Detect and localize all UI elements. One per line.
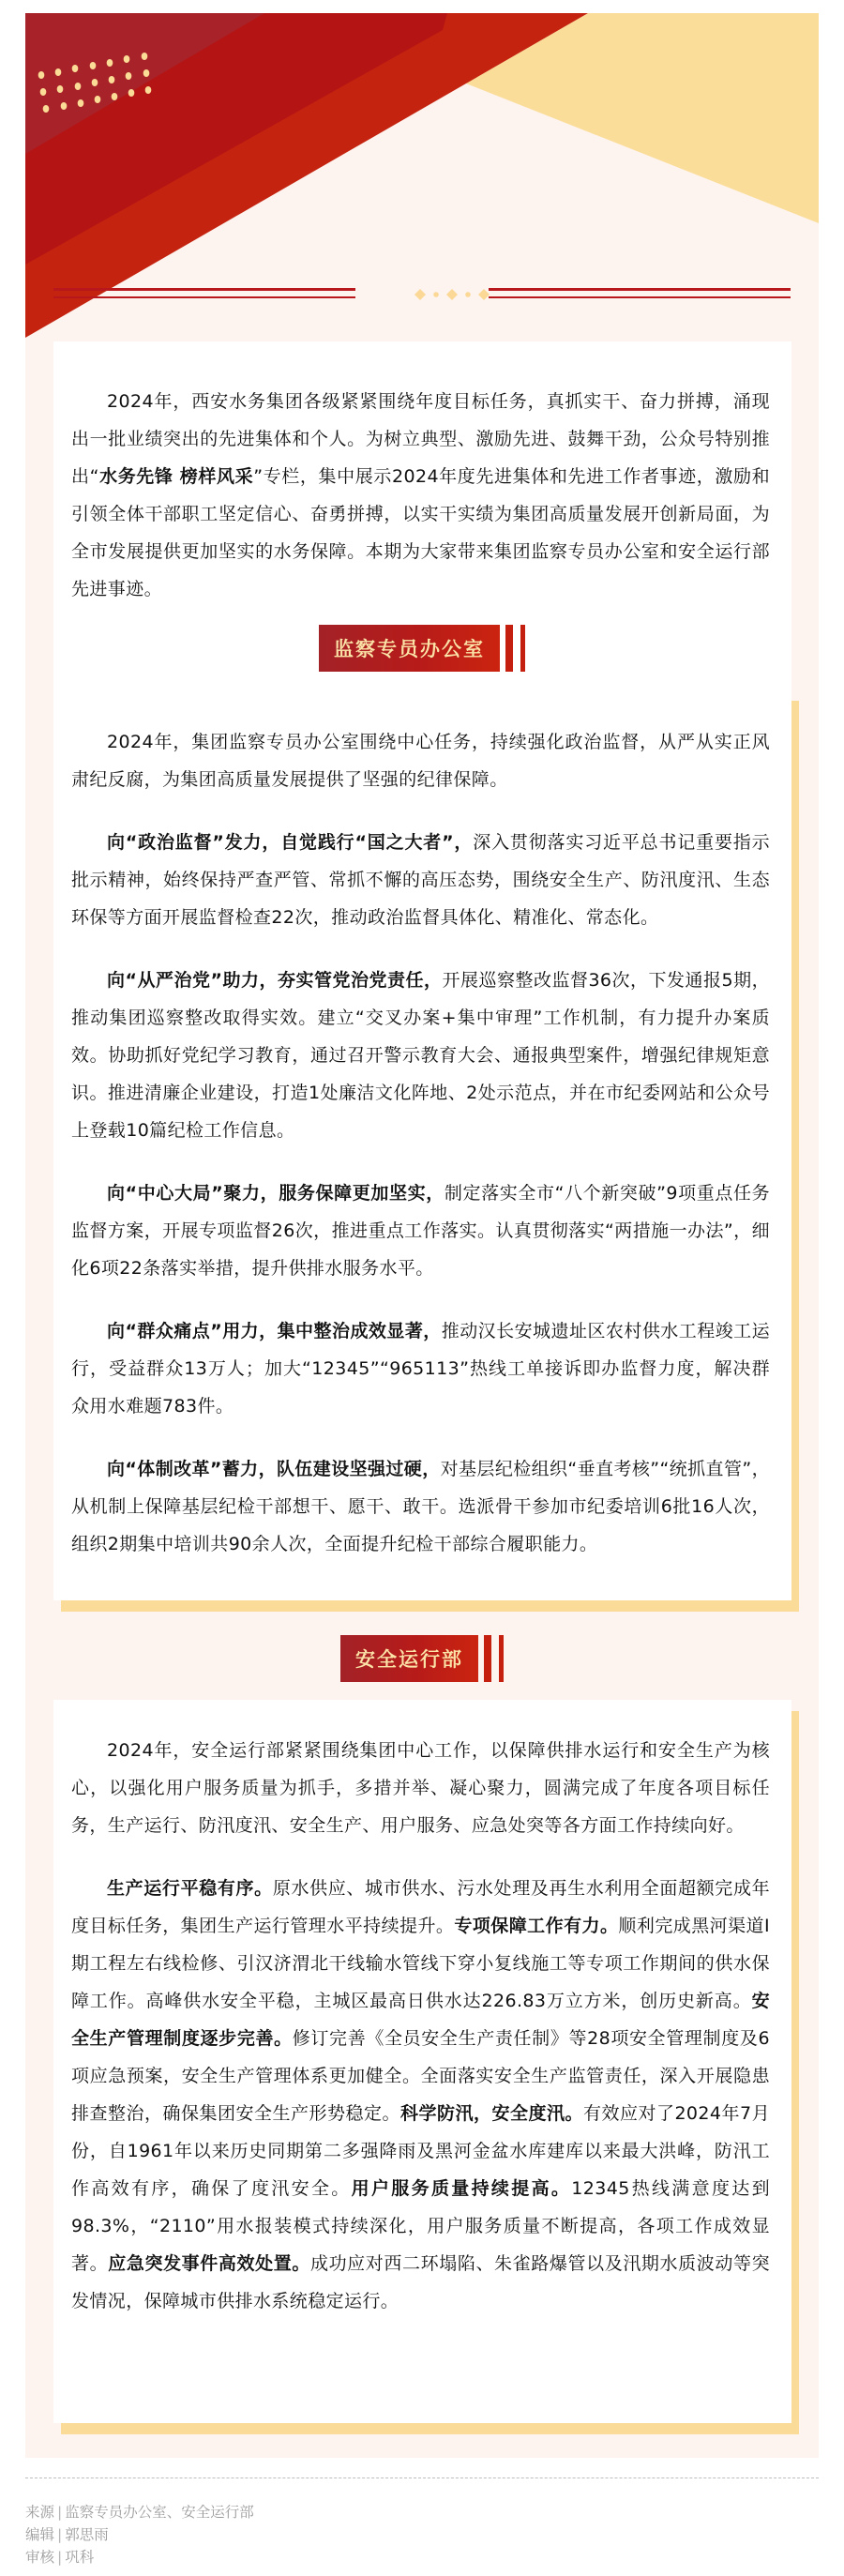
section-heading-supervision: [319, 625, 525, 672]
section-heading-label: 安全运行部: [340, 1635, 478, 1682]
credit-source: 来源 | 监察专员办公室、安全运行部: [25, 2504, 254, 2521]
credit-reviewer: 审核 | 巩科: [25, 2549, 95, 2566]
heading-bar-icon: [499, 1635, 504, 1682]
heading-bar-icon: [484, 1635, 491, 1682]
credit-editor: 编辑 | 郭思雨: [25, 2526, 109, 2543]
hero-stripes-icon: [25, 13, 819, 370]
section-box-safety-operations: [53, 1700, 791, 2423]
hero-banner: [25, 13, 819, 370]
paragraph: 生产运行平稳有序。原水供应、城市供水、污水处理及再生水利用全面超额完成年度目标任务，集团生产运行管理水平持续提升。专项保障工作有力。顺利完成黑河渠道Ⅰ期工程左右线检修、引汉济渭北干线输水管线下穿小复线施工等专项工作期间的供水保障工作。高峰供水安全平稳，主城区最高日供水达226.83万立方米，创历史新高。安全生产管理制度逐步完善。修订完善《全员安全生产责任制》等28项安全管理制度及6项应急预案，安全生产管理体系更加健全。全面落实安全生产监管责任，深入开展隐患排查整治，确保集团安全生产形势稳定。科学防汛，安全度汛。有效应对了2024年7月份，自1961年以来历史同期第二多强降雨及黑河金盆水库建库以来最大洪峰，防汛工作高效有序，确保了度汛安全。用户服务质量持续提高。12345热线满意度达到98.3%，“2110”用水报装模式持续深化，用户服务质量不断提高，各项工作成效显著。应急突发事件高效处置。成功应对西二环塌陷、朱雀路爆管以及汛期水质波动等突发情况，保障城市供排水系统稳定运行。: [71, 1878, 770, 2311]
section-heading-safety-operations: [340, 1635, 504, 1682]
paragraph: 2024年，安全运行部紧紧围绕集团中心工作，以保障供排水运行和安全生产为核心，以强化用户服务质量为抓手，多措并举、凝心聚力，圆满完成了年度各项目标任务，生产运行、防汛度汛、安全生产、用户服务、应急处突等各方面工作持续向好。: [71, 1740, 770, 1836]
section-heading-label: 监察专员办公室: [319, 625, 500, 672]
section-text: [53, 689, 791, 1563]
paragraph: 向“从严治党”助力，夯实管党治党责任，开展巡察整改监督36次，下发通报5期，推动集团巡察整改取得实效。建立“交叉办案+集中审理”工作机制，有力提升办案质效。协助抓好党纪学习教育，通过召开警示教育大会、通报典型案件，增强纪律规矩意识。推进清廉企业建设，打造1处廉洁文化阵地、2处示范点，并在市纪委网站和公众号上登载10篇纪检工作信息。: [71, 970, 770, 1141]
section-text: [53, 1700, 791, 2320]
heading-bar-icon: [520, 625, 525, 672]
article-credits: [25, 2501, 254, 2568]
paragraph: 向“中心大局”聚力，服务保障更加坚实，制定落实全市“八个新突破”9项重点任务监督方案，开展专项监督26次，推进重点工作落实。认真贯彻落实“两措施一办法”，细化6项22条落实举措，提升供排水服务水平。: [71, 1183, 770, 1279]
diamond-ornament-icon: [414, 287, 490, 302]
intro-text: [53, 341, 791, 608]
heading-bar-icon: [505, 625, 513, 672]
section-box-supervision: [53, 689, 791, 1600]
paragraph: 2024年，集团监察专员办公室围绕中心任务，持续强化政治监督，从严从实正风肃纪反腐，为集团高质量发展提供了坚强的纪律保障。: [71, 732, 770, 790]
paragraph: 向“政治监督”发力，自觉践行“国之大者”，深入贯彻落实习近平总书记重要指示批示精神，始终保持严查严管、常抓不懈的高压态势，围绕安全生产、防汛度汛、生态环保等方面开展监督检查22次，推动政治监督具体化、精准化、常态化。: [71, 832, 770, 928]
paragraph: 向“体制改革”蓄力，队伍建设坚强过硬，对基层纪检组织“垂直考核”“统抓直管”，从机制上保障基层纪检干部想干、愿干、敢干。选派骨干参加市纪委培训6批16人次，组织2期集中培训共90余人次，全面提升纪检干部综合履职能力。: [71, 1459, 771, 1554]
intro-paragraph: 2024年，西安水务集团各级紧紧围绕年度目标任务，真抓实干、奋力拼搏，涌现出一批业绩突出的先进集体和个人。为树立典型、激励先进、鼓舞干劲，公众号特别推出“水务先锋 榜样风采”专栏，集中展示2024年度先进集体和先进工作者事迹，激励和引领全体干部职工坚定信心、奋勇拼搏，以实干实绩为集团高质量发展开创新局面，为全市发展提供更加坚实的水务保障。本期为大家带来集团监察专员办公室和安全运行部先进事迹。: [71, 391, 770, 599]
column-name: 水务先锋 榜样风采: [98, 466, 254, 487]
article-card: [25, 13, 819, 2458]
top-divider: [53, 287, 791, 302]
paragraph: 向“群众痛点”用力，集中整治成效显著，推动汉长安城遗址区农村供水工程竣工运行，受益群众13万人；加大“12345”“965113”热线工单接诉即办监督力度，解决群众用水难题783件。: [71, 1321, 770, 1417]
